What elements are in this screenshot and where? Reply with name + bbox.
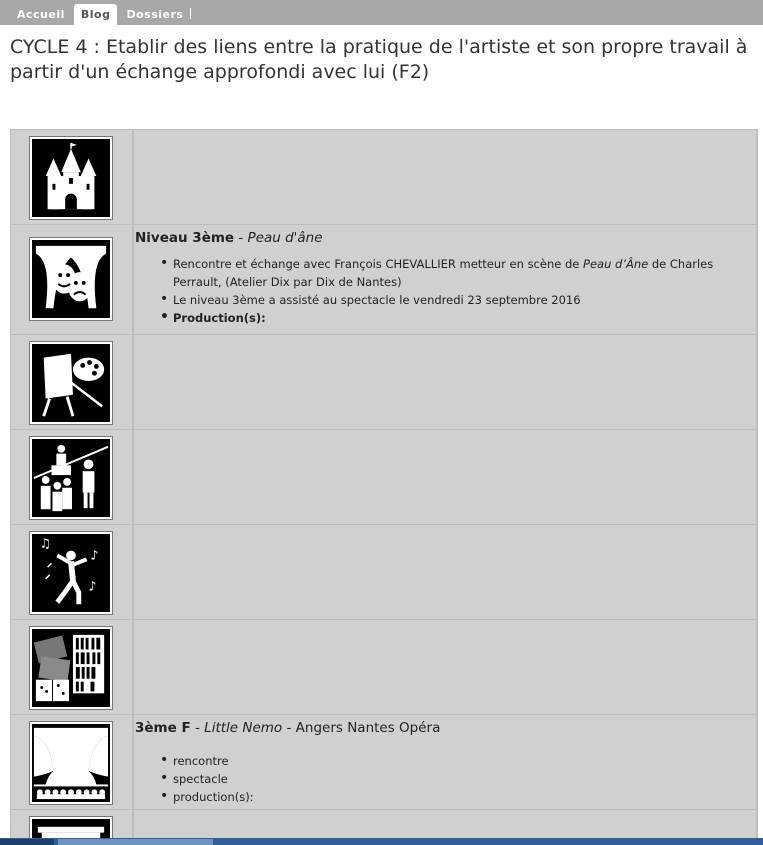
start-button[interactable] — [0, 839, 54, 845]
cycle-table — [10, 129, 758, 845]
item-italic: Peau d’Âne — [583, 257, 649, 271]
list-item — [160, 291, 730, 309]
list-item — [160, 788, 730, 806]
table-row — [10, 714, 758, 809]
table-row — [10, 524, 758, 619]
theater-masks-icon — [30, 238, 112, 320]
castle-icon — [30, 137, 112, 219]
museum-visitors-icon — [30, 437, 112, 519]
table-row — [10, 224, 758, 334]
nav-dossiers-link[interactable]: Dossiers — [126, 8, 184, 21]
content-cell — [134, 130, 756, 224]
icon-cell — [11, 525, 132, 619]
nav-accueil-link[interactable]: Accueil — [17, 8, 65, 21]
content-cell — [134, 430, 756, 524]
show-title: Little Nemo — [204, 720, 283, 736]
item-text: production(s): — [173, 790, 254, 804]
show-title: Peau d'âne — [247, 230, 323, 246]
painter-easel-icon — [30, 342, 112, 424]
nav-blog-link[interactable]: Blog — [74, 4, 118, 25]
taskbar — [0, 838, 763, 845]
taskbar-window-button[interactable] — [58, 839, 213, 845]
icon-cell — [11, 715, 132, 809]
row-heading — [135, 720, 440, 736]
svg-text:♫: ♫ — [39, 535, 52, 551]
level-label: Niveau 3ème — [135, 230, 235, 246]
content-cell — [134, 525, 756, 619]
nav-separator — [190, 8, 191, 19]
top-navigation-bar — [0, 0, 763, 25]
content-cell — [134, 620, 756, 714]
item-text: Rencontre et échange avec François CHEVALLIER metteur en scène de — [173, 257, 584, 271]
item-text: spectacle — [173, 772, 228, 786]
heading-dash: - — [234, 230, 248, 246]
bullet-list — [160, 255, 730, 327]
bullet-list — [160, 752, 730, 806]
class-label: 3ème F — [135, 720, 191, 736]
books-library-icon — [30, 627, 112, 709]
svg-text:♪: ♪ — [88, 578, 97, 594]
list-item — [160, 255, 730, 291]
content-cell — [134, 225, 756, 334]
nav-menu — [10, 4, 191, 25]
heading-dash: - — [190, 720, 205, 736]
item-text: de Charles Perrault, (Atelier Dix par Dix de Nantes) — [173, 257, 714, 289]
item-text: Le niveau 3ème a assisté au spectacle le vendredi 23 septembre 2016 — [173, 293, 581, 307]
icon-cell — [11, 335, 132, 429]
item-text: rencontre — [173, 754, 229, 768]
svg-text:♪: ♪ — [90, 547, 99, 563]
table-row — [10, 334, 758, 429]
content-cell — [134, 715, 756, 809]
stage-curtain-icon — [30, 722, 112, 804]
table-row — [10, 619, 758, 714]
venue-label: - Angers Nantes Opéra — [282, 720, 441, 736]
content-cell — [134, 335, 756, 429]
icon-cell — [11, 225, 132, 334]
list-item — [160, 770, 730, 788]
list-item — [160, 309, 730, 327]
page-title: CYCLE 4 : Etablir des liens entre la pratique de l'artiste et son propre travail à partir d'un échange approfondi avec lui (F2) — [10, 36, 748, 83]
icon-cell — [11, 620, 132, 714]
row-heading — [135, 230, 323, 246]
icon-cell — [11, 430, 132, 524]
dancer-music-icon — [30, 532, 112, 614]
table-row — [10, 429, 758, 524]
icon-cell — [11, 130, 132, 224]
item-text: Production(s): — [173, 311, 266, 325]
table-row — [10, 129, 758, 224]
list-item — [160, 752, 730, 770]
